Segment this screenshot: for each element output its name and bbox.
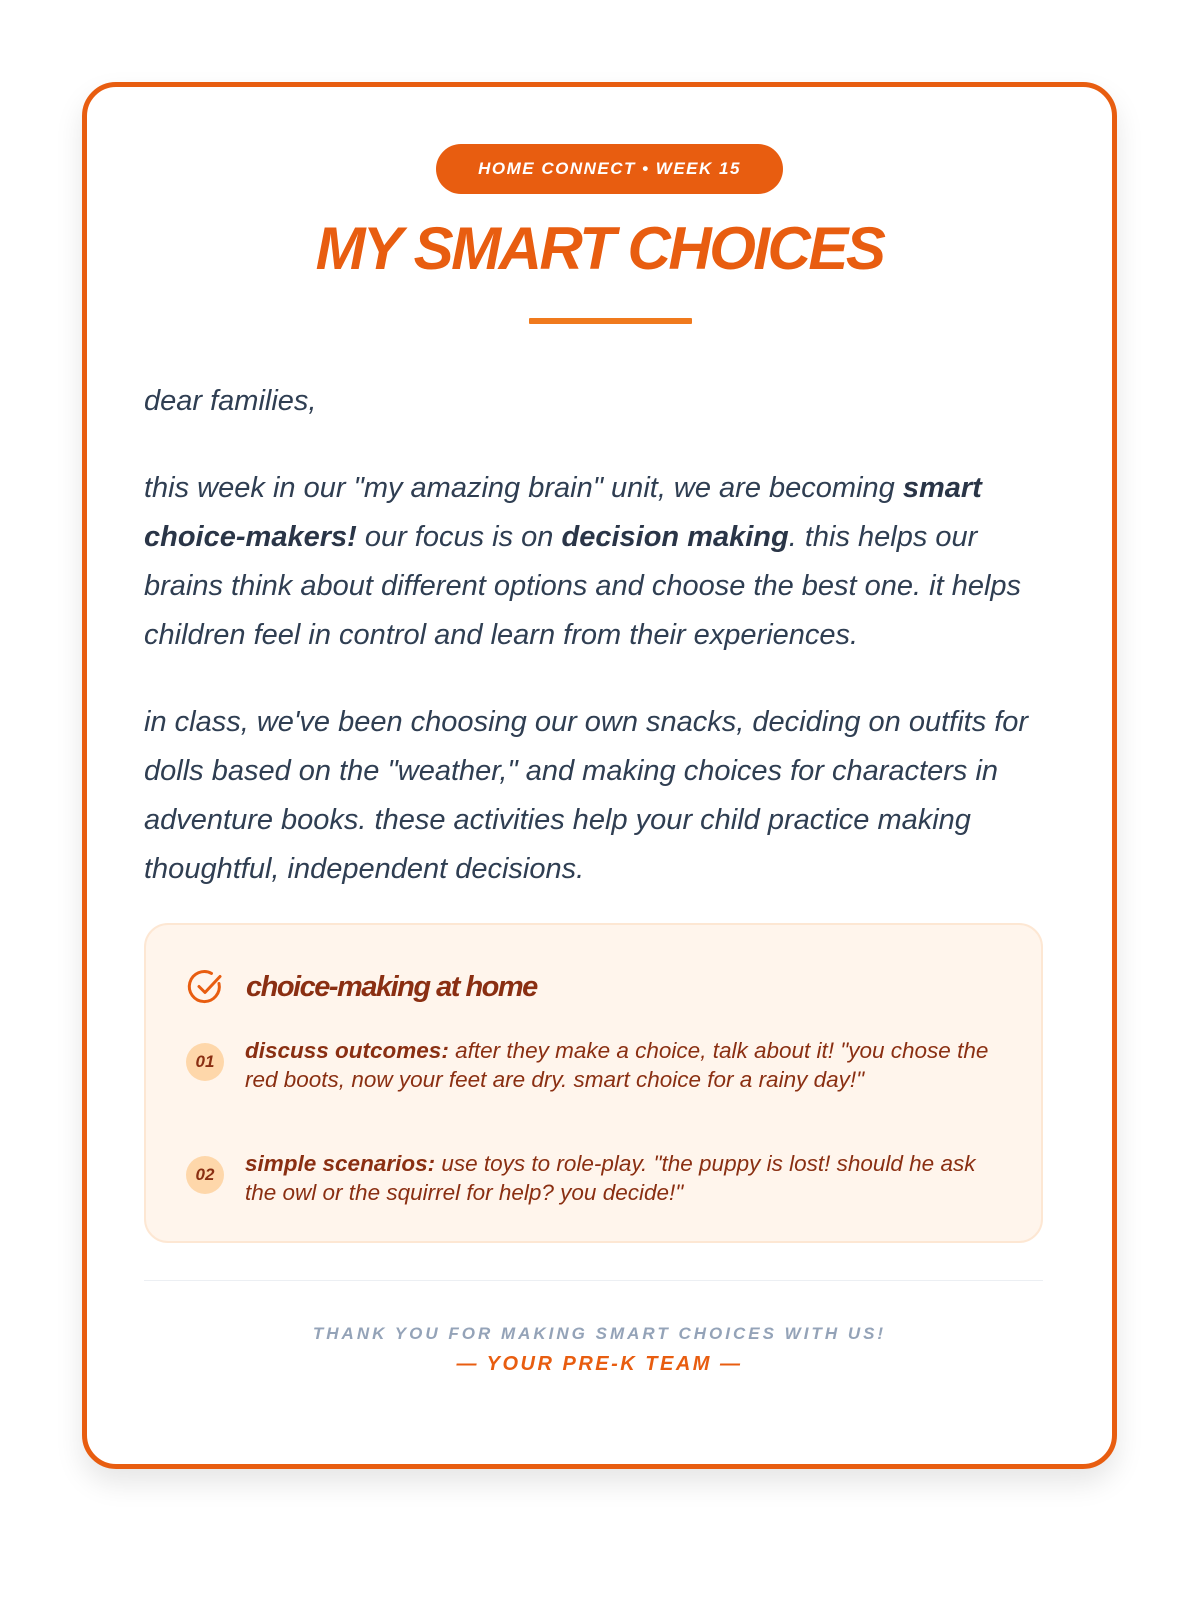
- tips-title: choice-making at home: [246, 970, 537, 1003]
- list-item: [186, 1150, 1005, 1207]
- item-label: discuss outcomes:: [245, 1038, 449, 1063]
- item-text: [245, 1150, 1005, 1207]
- intro-emphasis-1: smart choice-makers!: [144, 472, 982, 553]
- footer-thanks: THANK YOU FOR MAKING SMART CHOICES WITH US!: [312, 1324, 887, 1343]
- intro-text-3: . this helps our brains think about different options and choose the best one. it helps children feel in control and learn from their experiences.: [144, 521, 1022, 651]
- item-label: simple scenarios:: [245, 1151, 436, 1176]
- intro-emphasis-2: decision making: [561, 521, 789, 553]
- letter-body: [144, 377, 1044, 894]
- intro-text-2: our focus is on: [356, 521, 562, 553]
- item-description: use toys to role-play. "the puppy is lost! should he ask the owl or the squirrel for help? you decide!": [245, 1151, 976, 1205]
- newsletter-card: [82, 82, 1117, 1469]
- item-number: 02: [186, 1156, 224, 1194]
- tips-box: [144, 923, 1043, 1243]
- page-title: MY SMART CHOICES: [315, 215, 884, 282]
- check-circle-icon: [186, 967, 226, 1007]
- footer-divider: [144, 1280, 1043, 1281]
- item-text: [245, 1037, 1005, 1094]
- item-description: after they make a choice, talk about it! "you chose the red boots, now your feet are dry. smart choice for a rainy day!": [245, 1038, 989, 1092]
- paragraph-class-activities: in class, we've been choosing our own snacks, deciding on outfits for dolls based on the "weather," and making choices for characters in adventure books. these activities help your child practice making thoughtful, independent decisions.: [144, 706, 1029, 885]
- intro-text-1: this week in our "my amazing brain" unit, we are becoming: [144, 472, 903, 504]
- list-item: [186, 1037, 1005, 1094]
- title-underline: [529, 318, 692, 324]
- greeting: dear families,: [144, 385, 317, 417]
- tips-header: [186, 967, 537, 1007]
- paragraph-intro: [144, 464, 1044, 660]
- week-badge: HOME CONNECT • WEEK 15: [436, 144, 783, 194]
- item-number: 01: [186, 1043, 224, 1081]
- footer-signoff: — YOUR PRE-K TEAM —: [456, 1353, 743, 1375]
